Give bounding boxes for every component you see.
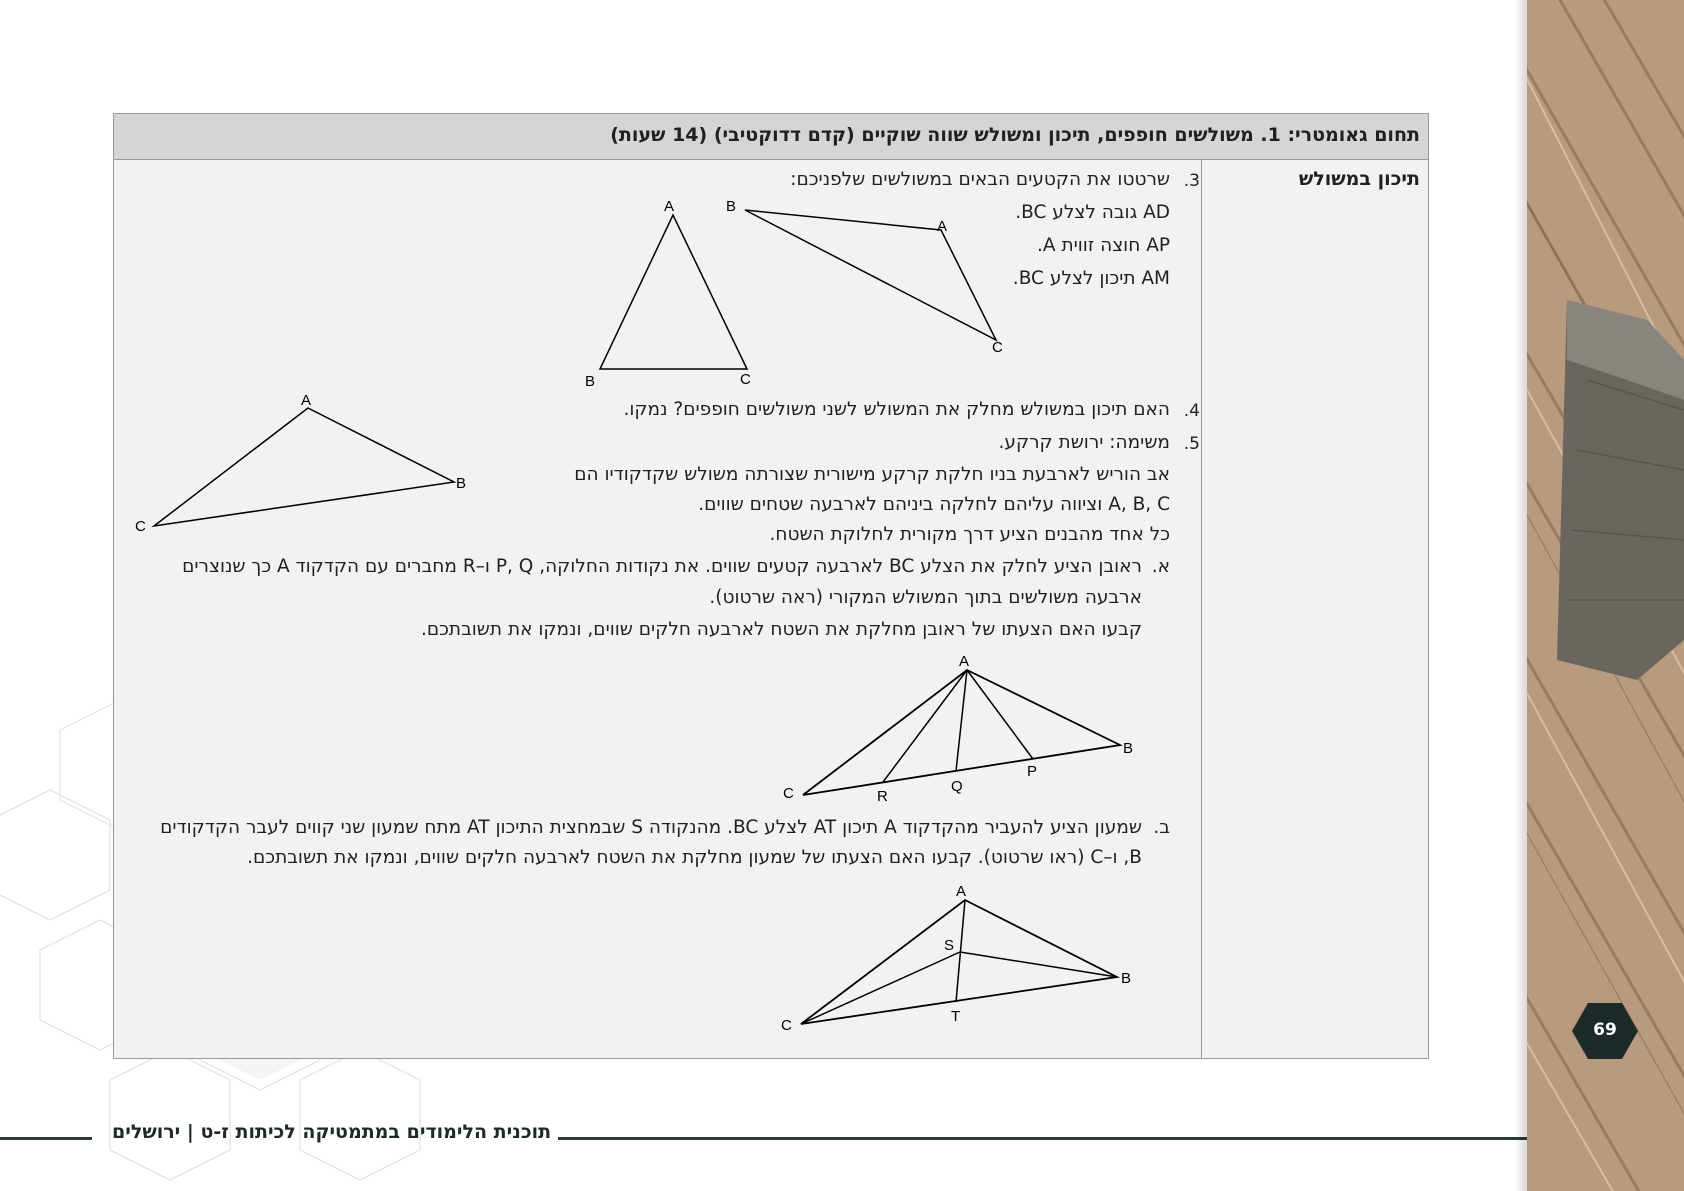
- vertex-label-c: C: [740, 371, 751, 388]
- vertex-label-c: C: [783, 785, 794, 802]
- item-3-line-1: AD גובה לצלע BC.: [1015, 202, 1170, 223]
- reuven-division-figure: [775, 650, 1155, 810]
- vertex-label-c: C: [992, 339, 1003, 356]
- shimon-division-figure: [775, 880, 1155, 1040]
- vertex-label-a: A: [937, 218, 948, 235]
- sub-a-letter: א.: [1151, 556, 1170, 577]
- item-5-line-3: כל אחד מהבנים הציע דרך מקורית לחלוקת השטח.: [769, 524, 1170, 545]
- vertex-label-b: B: [1121, 970, 1132, 987]
- sub-b-letter: ב.: [1153, 817, 1170, 838]
- triangle-figure-3: [130, 390, 480, 540]
- table-header: [114, 114, 1428, 160]
- vertex-label-a: A: [664, 198, 675, 215]
- item-5-line-2: A, B, C וציווה עליהם לחלקה ביניהם לארבעה שטחים שווים.: [698, 494, 1170, 515]
- sub-b-line-1: שמעון הציע להעביר מהקדקוד A תיכון AT לצלע BC. מהנקודה S שבמחצית התיכון AT מתח שמעון שני קווים לעבר הקדקודים: [160, 817, 1142, 838]
- item-3-intro: שרטטו את הקטעים הבאים במשולשים שלפניכם:: [790, 169, 1170, 190]
- item-4-number: 4.: [1183, 401, 1200, 421]
- sub-b-line-2: B, ו–C (ראו שרטוט). קבעו האם הצעתו של שמעון מחלקת את השטח לארבעה חלקים שווים, ונמקו את תשובתכם.: [247, 847, 1142, 868]
- point-label-r: R: [877, 788, 888, 805]
- page-number: 69: [1593, 1020, 1617, 1040]
- vertex-label-b: B: [585, 373, 596, 390]
- vertex-label-a: A: [959, 653, 970, 670]
- table-title: תחום גאומטרי: 1. משולשים חופפים, תיכון ומשולש שווה שוקיים (קדם דדוקטיבי) (14 שעות): [610, 124, 1420, 146]
- item-4-text: האם תיכון במשולש מחלק את המשולש לשני משולשים חופפים? נמקו.: [623, 399, 1170, 420]
- column-divider: [1201, 160, 1202, 1058]
- point-label-p: P: [1027, 763, 1038, 780]
- item-5-number: 5.: [1183, 434, 1200, 454]
- item-3-line-2: AP חוצה זווית A.: [1037, 235, 1170, 256]
- footer-title: תוכנית הלימודים במתמטיקה לכיתות ז-ט | ירושלים: [112, 1121, 552, 1143]
- item-3-line-3: AM תיכון לצלע BC.: [1012, 268, 1170, 289]
- item-5-title: משימה: ירושת קרקע.: [998, 432, 1170, 453]
- sub-a-line-1: ראובן הציע לחלק את הצלע BC לארבעה קטעים שווים. את נקודות החלוקה, P, Q ו–R מחברים עם הקדקוד A כך שנוצרים: [182, 556, 1142, 577]
- vertex-label-b: B: [1123, 740, 1134, 757]
- item-5-line-1: אב הוריש לארבעת בניו חלקת קרקע מישורית שצורתה משולש שקדקודיו הם: [574, 464, 1170, 485]
- triangle-figure-2: [720, 195, 1020, 355]
- footer-rule-right: [558, 1137, 1527, 1140]
- topic-label: תיכון במשולש: [1298, 168, 1420, 190]
- point-label-q: Q: [951, 778, 963, 795]
- vertex-label-a: A: [301, 392, 312, 409]
- point-label-s: S: [944, 937, 955, 954]
- vertex-label-b: B: [456, 475, 467, 492]
- vertex-label-a: A: [956, 883, 967, 900]
- vertex-label-c: C: [781, 1017, 792, 1034]
- sub-a-line-2: ארבעה משולשים בתוך המשולש המקורי (ראה שרטוט).: [709, 587, 1142, 608]
- footer-rule-left: [0, 1137, 92, 1140]
- item-3-number: 3.: [1183, 171, 1200, 191]
- vertex-label-c: C: [135, 518, 146, 535]
- point-label-t: T: [951, 1008, 961, 1025]
- vertex-label-b: B: [726, 198, 737, 215]
- sub-a-line-3: קבעו האם הצעתו של ראובן מחלקת את השטח לארבעה חלקים שווים, ונמקו את תשובתכם.: [420, 619, 1142, 640]
